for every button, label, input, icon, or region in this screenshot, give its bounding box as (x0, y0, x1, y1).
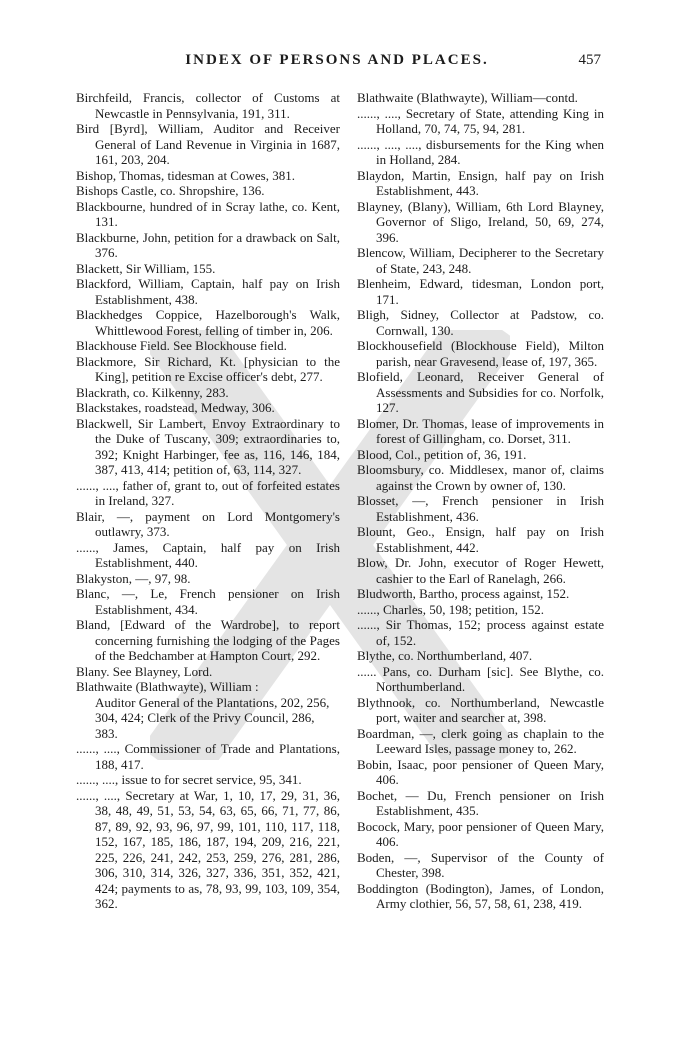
index-entry: Blathwaite (Blathwayte), William—contd. (357, 90, 578, 105)
index-entry: Bligh, Sidney, Collector at Padstow, co. Cornwall, 130. (357, 307, 604, 338)
index-entry: Boardman, —, clerk going as chaplain to the Leeward Isles, passage money to, 262. (357, 725, 604, 756)
page-title: INDEX OF PERSONS AND PLACES. (185, 52, 489, 68)
index-entry: ......, Sir Thomas, 152; process against estate of, 152. (357, 617, 604, 648)
index-entry: Bocock, Mary, poor pensioner of Queen Mary, 406. (357, 818, 604, 849)
index-entry: Bobin, Isaac, poor pensioner of Queen Mary, 406. (357, 756, 604, 787)
index-entry: Blockhousefield (Blockhouse Field), Milton parish, near Gravesend, lease of, 197, 365. (357, 338, 604, 369)
index-subentry: Auditor General of the Plantations, 202, 256, 304, 424; Clerk of the Privy Council, 286, 383. (95, 694, 330, 741)
index-entry: Blount, Geo., Ensign, half pay on Irish Establishment, 442. (357, 524, 604, 555)
index-column-right (357, 90, 604, 912)
index-entry: ......, ...., ...., disbursements for the King when in Holland, 284. (357, 136, 604, 167)
index-entry: Blackwell, Sir Lambert, Envoy Extraordinary to the Duke of Tuscany, 309; extraordinaries to, 392; Knight Harbinger, fee as, 116, 146, 184, 387, 413, 414; petition of, 63, 114, 327. (76, 415, 340, 477)
index-entry: Blathwaite (Blathwayte), William : (76, 679, 259, 694)
index-entry: Bland, [Edward of the Wardrobe], to report concerning furnishing the lodging of the Pages of the Bedchamber at Hampton Court, 292. (76, 617, 340, 663)
index-entry: Blackbourne, hundred of in Scray lathe, co. Kent, 131. (76, 198, 340, 229)
index-entry: Boddington (Bodington), James, of London, Army clothier, 56, 57, 58, 61, 238, 419. (357, 880, 604, 911)
index-entry: Boden, —, Supervisor of the County of Chester, 398. (357, 849, 604, 880)
index-entry: Blackrath, co. Kilkenny, 283. (76, 384, 229, 400)
index-entry: Birchfeild, Francis, collector of Customs at Newcastle in Pennsylvania, 191, 311. (76, 90, 340, 121)
index-entry: Bludworth, Bartho, process against, 152. (357, 586, 570, 601)
page-header (0, 52, 674, 74)
index-entry: Bloomsbury, co. Middlesex, manor of, claims against the Crown by owner of, 130. (357, 462, 604, 493)
index-entry: Blackburne, John, petition for a drawback on Salt, 376. (76, 229, 340, 260)
index-entry: ...... Pans, co. Durham [sic]. See Blythe, co. Northumberland. (357, 663, 604, 694)
index-entry: Blythnook, co. Northumberland, Newcastle port, waiter and searcher at, 398. (357, 694, 604, 725)
index-entry: Blaydon, Martin, Ensign, half pay on Irish Establishment, 443. (357, 167, 604, 198)
index-entry: Blackford, William, Captain, half pay on Irish Establishment, 438. (76, 276, 340, 307)
index-entry: Blayney, (Blany), William, 6th Lord Blayney, Governor of Sligo, Ireland, 50, 69, 274, 396. (357, 198, 604, 245)
index-entry: Blythe, co. Northumberland, 407. (357, 648, 533, 663)
index-entry: Blackstakes, roadstead, Medway, 306. (76, 400, 275, 415)
index-entry: Blood, Col., petition of, 36, 191. (357, 446, 527, 462)
index-entry: ......, ...., Secretary of State, attending King in Holland, 70, 74, 75, 94, 281. (357, 105, 604, 136)
index-entry: Blanc, —, Le, French pensioner on Irish Establishment, 434. (76, 586, 340, 617)
index-entry: ......, ...., Commissioner of Trade and Plantations, 188, 417. (76, 741, 340, 772)
index-entry: Blenheim, Edward, tidesman, London port, 171. (357, 276, 604, 307)
index-entry: Blosset, —, French pensioner in Irish Establishment, 436. (357, 493, 604, 524)
index-entry: ......, James, Captain, half pay on Irish Establishment, 440. (76, 539, 340, 570)
index-entry: ......, ...., issue to for secret service, 95, 341. (76, 772, 302, 787)
index-entry: Bochet, — Du, French pensioner on Irish Establishment, 435. (357, 787, 604, 818)
index-entry: Blackhedges Coppice, Hazelborough's Walk, Whittlewood Forest, felling of timber in, 206. (76, 307, 340, 338)
index-entry: Blomer, Dr. Thomas, lease of improvements in forest of Gillingham, co. Dorset, 311. (357, 415, 604, 446)
index-entry: Blow, Dr. John, executor of Roger Hewett, cashier to the Earl of Ranelagh, 266. (357, 555, 604, 586)
index-entry: Bishop, Thomas, tidesman at Cowes, 381. (76, 167, 295, 183)
index-entry: Blencow, William, Decipherer to the Secretary of State, 243, 248. (357, 245, 604, 276)
index-entry: ......, Charles, 50, 198; petition, 152. (357, 601, 545, 617)
index-entry: Blackhouse Field. See Blockhouse field. (76, 338, 287, 353)
index-entry: Blackmore, Sir Richard, Kt. [physician to the King], petition re Excise officer's debt, 277. (76, 353, 340, 384)
index-entry: Blair, —, payment on Lord Montgomery's outlawry, 373. (76, 508, 340, 539)
index-entry: ......, ...., Secretary at War, 1, 10, 17, 29, 31, 36, 38, 48, 49, 51, 53, 54, 63, 65, 66, 71, 77, 86, 87, 89, 92, 93, 96, 97, 99, 101, 110, 117, 118, 152, 167, 185, 186, 187, 194, 209, 216, 221, 225, 226, 241, 242, 253, 259, 276, 281, 286, 306, 310, 314, 326, 327, 336, 351, 352, 421, 424; payments to as, 78, 93, 99, 103, 109, 354, 362. (76, 787, 340, 911)
index-entry: Blany. See Blayney, Lord. (76, 663, 213, 679)
page-number: 457 (578, 52, 601, 68)
index-entry: Blakyston, —, 97, 98. (76, 570, 191, 586)
index-column-left (76, 90, 340, 912)
index-entry: ......, ...., father of, grant to, out of forfeited estates in Ireland, 327. (76, 477, 340, 508)
index-entry: Bishops Castle, co. Shropshire, 136. (76, 183, 265, 198)
index-entry: Bird [Byrd], William, Auditor and Receiver General of Land Revenue in Virginia in 1687, 161, 203, 204. (76, 121, 340, 167)
index-entry: Blackett, Sir William, 155. (76, 260, 216, 276)
index-entry: Blofield, Leonard, Receiver General of Assessments and Subsidies for co. Norfolk, 127. (357, 369, 604, 415)
